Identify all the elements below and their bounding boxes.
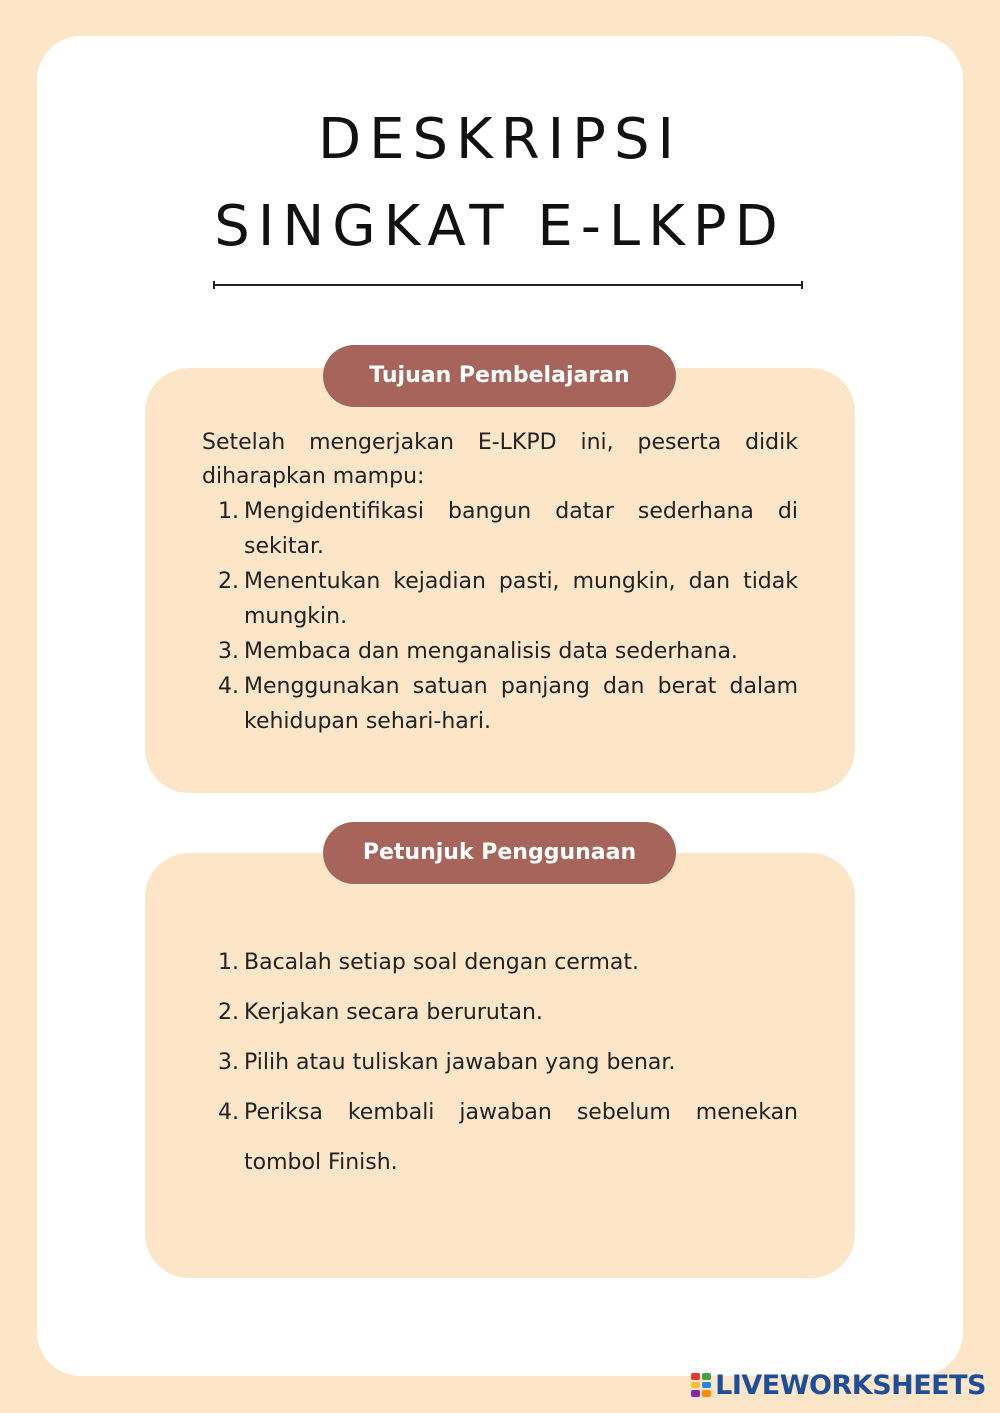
list-text: Pilih atau tuliskan jawaban yang benar.: [244, 1050, 676, 1075]
list-number: 1.: [218, 499, 239, 524]
page-title-line-2: SINGKAT E-LKPD: [214, 194, 786, 259]
liveworksheets-logo[interactable]: [691, 1369, 986, 1401]
list-number: 3.: [218, 1050, 239, 1075]
list-item: [202, 938, 798, 988]
list-item: [202, 669, 798, 739]
instructions-list: [202, 938, 798, 1188]
list-number: 2.: [218, 569, 239, 594]
list-number: 3.: [218, 639, 239, 664]
list-text: Mengidentifikasi bangun datar sederhana di sekitar.: [244, 499, 798, 559]
list-item: [202, 634, 798, 669]
objectives-intro: Setelah mengerjakan E-LKPD ini, peserta didik diharapkan mampu:: [202, 430, 798, 489]
liveworksheets-icon: [691, 1373, 711, 1397]
list-text: Menggunakan satuan panjang dan berat dalam kehidupan sehari-hari.: [244, 674, 798, 734]
list-item: [202, 1088, 798, 1188]
title-divider: [213, 284, 803, 286]
list-text: Periksa kembali jawaban sebelum menekan tombol Finish.: [244, 1100, 798, 1175]
learning-objectives-heading: Tujuan Pembelajaran: [323, 345, 676, 407]
list-item: [202, 494, 798, 564]
list-number: 4.: [218, 1100, 239, 1125]
page-title-line-1: DESKRIPSI: [317, 107, 683, 172]
usage-instructions-heading: Petunjuk Penggunaan: [323, 822, 676, 884]
list-item: [202, 564, 798, 634]
list-number: 2.: [218, 1000, 239, 1025]
list-number: 4.: [218, 674, 239, 699]
list-text: Membaca dan menganalisis data sederhana.: [244, 639, 738, 664]
list-number: 1.: [218, 950, 239, 975]
liveworksheets-wordmark: LIVEWORKSHEETS: [715, 1369, 986, 1401]
list-item: [202, 988, 798, 1038]
list-text: Menentukan kejadian pasti, mungkin, dan tidak mungkin.: [244, 569, 798, 629]
objectives-list: [202, 494, 798, 739]
list-text: Bacalah setiap soal dengan cermat.: [244, 950, 640, 975]
list-item: [202, 1038, 798, 1088]
list-text: Kerjakan secara berurutan.: [244, 1000, 543, 1025]
